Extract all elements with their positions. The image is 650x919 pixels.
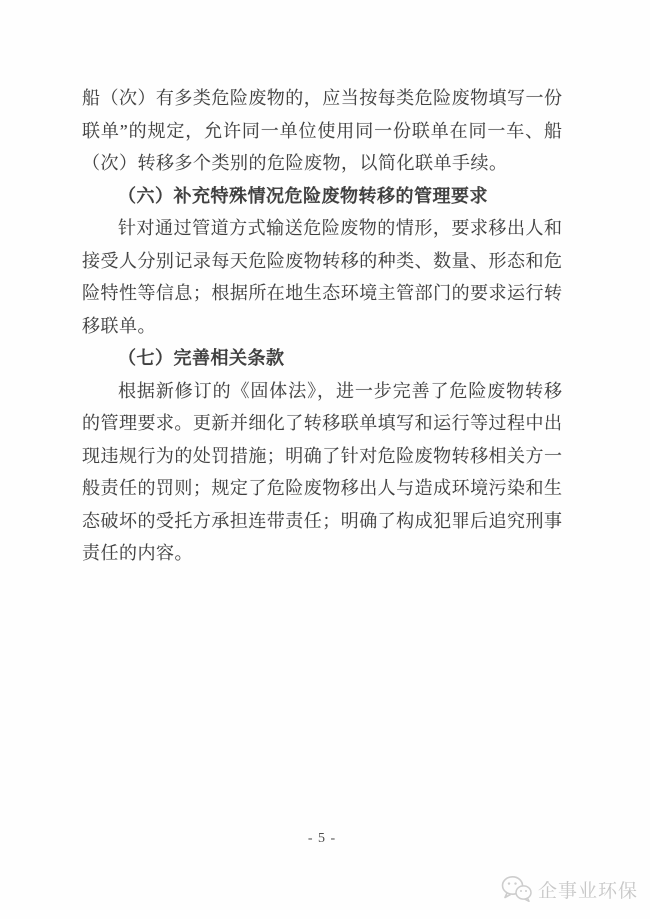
- brand-watermark: [501, 875, 638, 903]
- text-line: 现违规行为的处罚措施；明确了针对危险废物转移相关方一: [82, 445, 562, 466]
- page-number: - 5 -: [307, 831, 337, 846]
- document-text-block: [82, 82, 562, 570]
- text-line: 责任的内容。: [82, 543, 193, 563]
- text-line: 接受人分别记录每天危险废物转移的种类、数量、形态和危: [82, 250, 562, 271]
- text-line: 险特性等信息；根据所在地生态环境主管部门的要求运行转: [82, 283, 562, 303]
- text-line: （次）转移多个类别的危险废物，以简化联单手续。: [82, 153, 508, 173]
- text-line: 移联单。: [82, 315, 156, 336]
- text-line: 的管理要求。更新并细化了转移联单填写和运行等过程中出: [82, 413, 562, 433]
- text-line: 针对通过管道方式输送危险废物的情形，要求移出人和: [118, 218, 562, 238]
- text-line: 船（次）有多类危险废物的，应当按每类危险废物填写一份: [82, 88, 562, 108]
- section-heading: （六）补充特殊情况危险废物转移的管理要求: [118, 185, 488, 206]
- text-line: 根据新修订的《固体法》，进一步完善了危险废物转移: [118, 380, 562, 401]
- text-line: 般责任的罚则；规定了危险废物移出人与造成环境污染和生: [82, 478, 562, 498]
- section-heading: （七）完善相关条款: [118, 348, 285, 368]
- text-line: 态破坏的受托方承担连带责任；明确了构成犯罪后追究刑事: [82, 510, 562, 531]
- brand-name: 企事业环保: [537, 880, 638, 902]
- wechat-icon: [501, 875, 532, 903]
- text-line: 联单”的规定，允许同一单位使用同一份联单在同一车、船: [82, 120, 562, 141]
